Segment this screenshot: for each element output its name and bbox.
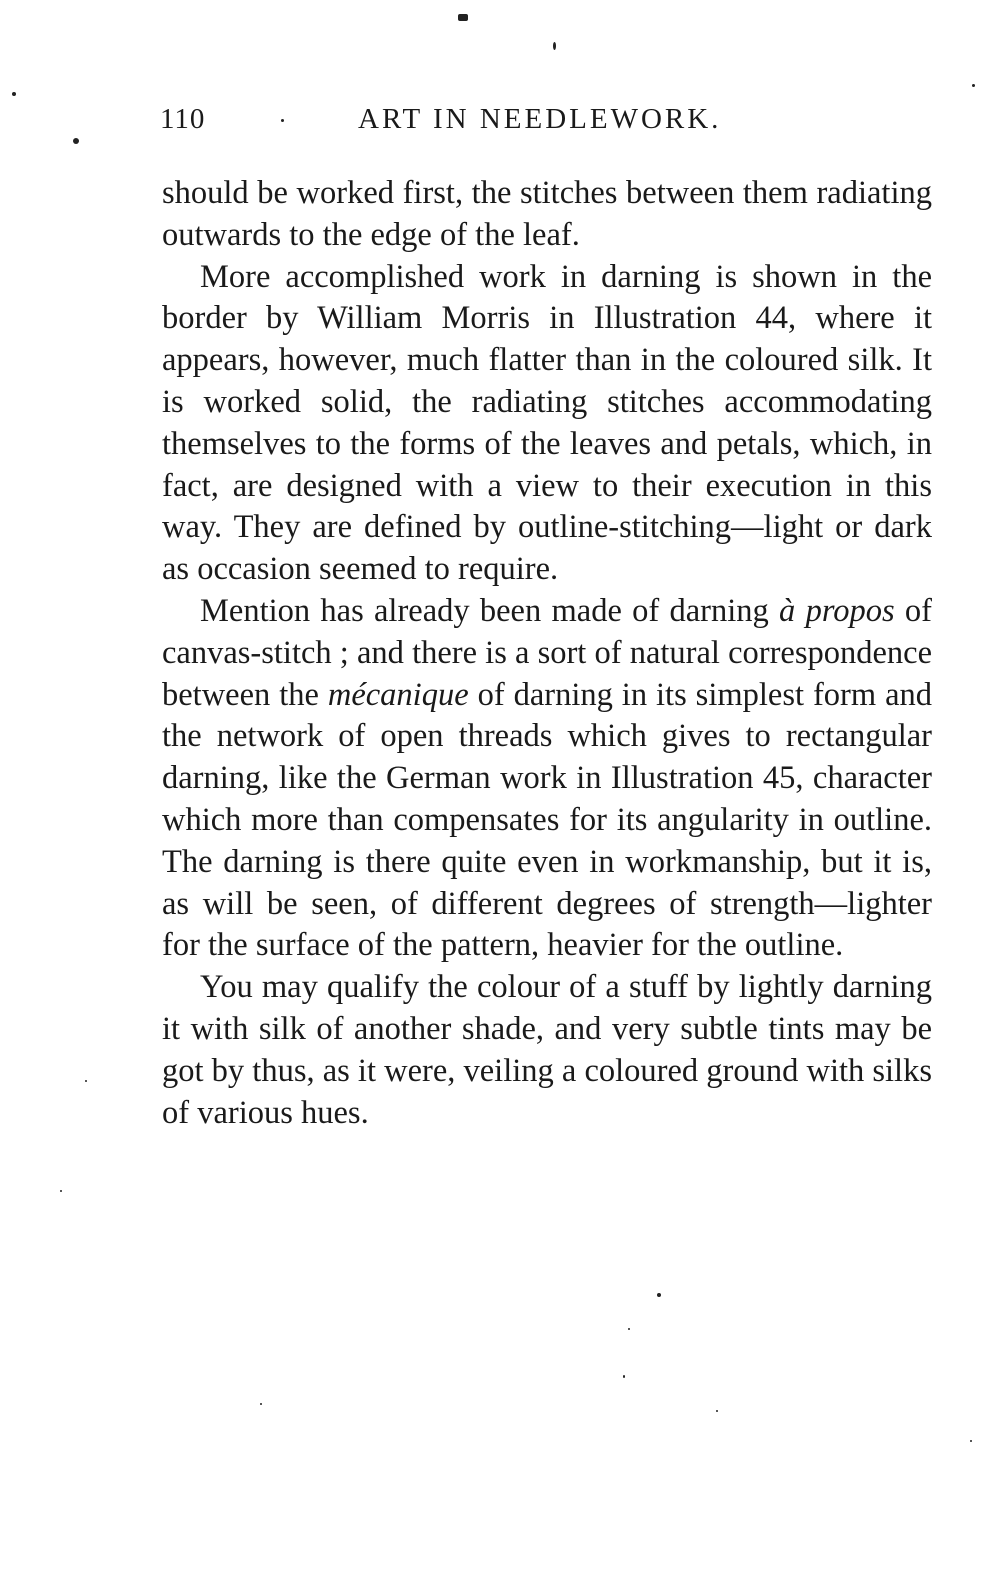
print-speck <box>623 1375 625 1378</box>
print-speck <box>60 1190 62 1192</box>
print-speck <box>260 1403 262 1405</box>
print-speck <box>970 1440 972 1442</box>
paragraph-1: should be worked first, the stitches between them radiating outwards to the edge of the leaf. <box>162 175 932 253</box>
print-speck <box>85 1080 87 1082</box>
running-head <box>160 103 935 143</box>
running-head-title: ART IN NEEDLEWORK. <box>358 103 722 135</box>
print-speck <box>628 1328 630 1330</box>
paragraph-3-segment: of darning in its simplest form and the network of open threads which gives to rectangular darning, like the German work in Illustration 45, character which more than compensates for its angularity in outline. The darning is there quite even in workmanship, but it is, as will be seen, of different degrees of strength—lighter for the surface of the pattern, heavier for the outline. <box>162 676 932 964</box>
print-speck <box>716 1410 718 1412</box>
page-number: 110 <box>160 103 206 135</box>
paragraph-3-italic-mecanique: mécanique <box>327 676 469 713</box>
print-speck <box>73 138 79 144</box>
print-speck <box>657 1293 661 1297</box>
paragraph-3-segment: Mention has already been made of darning <box>200 592 780 629</box>
paragraph-3-segment: of canvas-stitch ; and there is a sort of natural correspondence between the <box>162 592 932 713</box>
print-speck <box>972 84 975 87</box>
print-speck <box>553 42 556 50</box>
paragraph-4: You may qualify the colour of a stuff by lightly darning it with silk of another shade, and very subtle tints may be got by thus, as it were, veiling a coloured ground with silks of various hues. <box>162 969 932 1131</box>
body-text <box>162 173 932 1134</box>
paragraph-3-italic-a-propos: à propos <box>779 592 895 629</box>
print-speck <box>458 14 468 21</box>
print-speck <box>12 92 16 96</box>
paragraph-3 <box>162 591 932 967</box>
print-speck <box>281 119 284 122</box>
paragraph-2: More accomplished work in darning is shown in the border by William Morris in Illustration 44, where it appears, however, much flatter than in the coloured silk. It is worked solid, the radiating stitches accommodating themselves to the forms of the leaves and petals, which, in fact, are designed with a view to their execution in this way. They are defined by outline-stitching—light or dark as occasion seemed to require. <box>162 258 932 588</box>
